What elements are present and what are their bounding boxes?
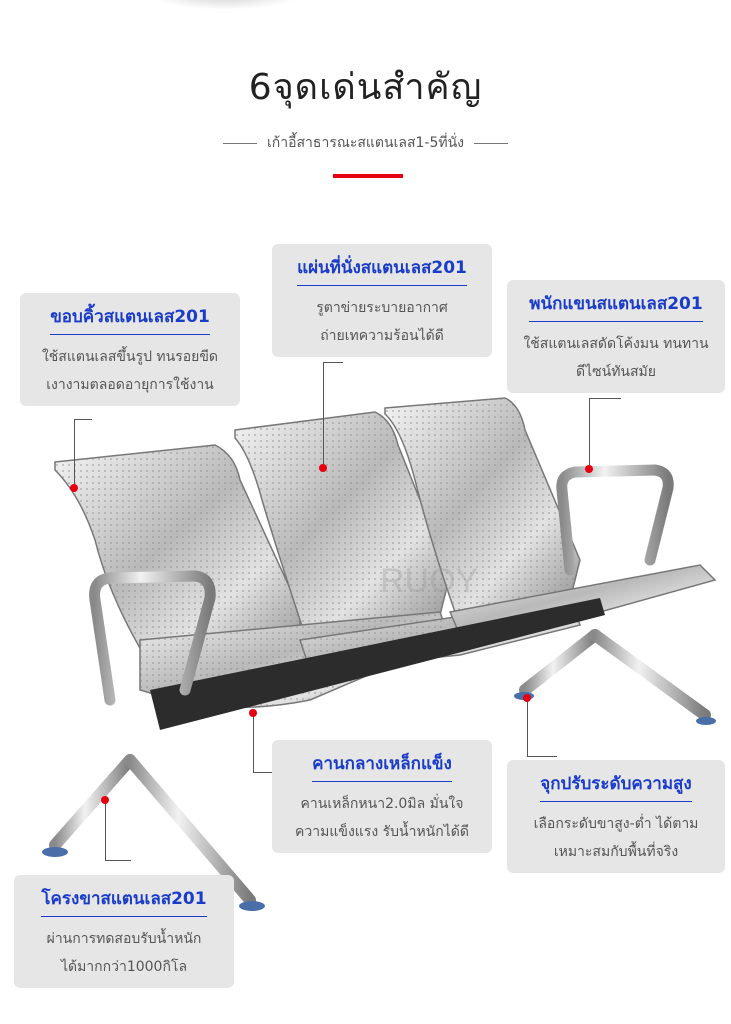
edge-connector-h: [74, 419, 92, 420]
page-title: 6จุดเด่นสำคัญ: [248, 67, 483, 108]
seat-connector-h: [323, 362, 343, 363]
frame-connector-h: [105, 860, 131, 861]
edge-connector-v: [74, 419, 75, 485]
frame-connector-v: [105, 800, 106, 860]
armrest-connector-h: [589, 398, 621, 399]
callout-armrest-line-1: ใช้สแตนเลสดัดโค้งมน ทนทาน: [523, 336, 709, 352]
callout-edge-line-1: ใช้สแตนเลสขึ้นรูป ทนรอยขีด: [41, 349, 219, 365]
callout-foot-line-1: เลือกระดับขาสูง-ต่ำ ได้ตาม: [533, 816, 699, 832]
armrest-dot: [585, 465, 593, 473]
frame-dot: [101, 796, 109, 804]
subtitle: เก้าอี้สาธารณะสแตนเลส1-5ที่นั่ง: [266, 135, 464, 151]
callout-armrest-heading: พนักแขนสแตนเลส201: [529, 290, 702, 322]
edge-dot: [70, 484, 78, 492]
armrest-connector-v: [589, 398, 590, 466]
callout-edge-line-2: เงางามตลอดอายุการใช้งาน: [46, 377, 214, 393]
callout-beam: [272, 740, 492, 853]
seat-connector-v: [323, 362, 324, 468]
callout-beam-line-1: คานเหล็กหนา2.0มิล มั่นใจ: [300, 796, 464, 812]
callout-foot: [507, 760, 725, 873]
callout-beam-line-2: ความแข็งแรง รับน้ำหนักได้ดี: [295, 824, 469, 840]
callout-seat: [272, 244, 492, 357]
callout-frame: [14, 875, 234, 988]
callout-armrest-line-2: ดีไซน์ทันสมัย: [576, 364, 656, 380]
beam-connector-v: [253, 713, 254, 772]
callout-frame-line-1: ผ่านการทดสอบรับน้ำหนัก: [46, 931, 202, 947]
beam-dot: [249, 709, 257, 717]
callout-seat-heading: แผ่นที่นั่งสแตนเลส201: [297, 254, 467, 286]
watermark: RUOY: [380, 562, 479, 600]
foot-dot: [523, 694, 531, 702]
foot-connector-v: [527, 698, 528, 756]
callout-edge-heading: ขอบคิ้วสแตนเลส201: [50, 303, 210, 335]
callout-armrest: [507, 280, 725, 393]
foot-connector-h: [527, 756, 557, 757]
callout-foot-line-2: เหมาะสมกับพื้นที่จริง: [553, 844, 679, 860]
seat-dot: [319, 464, 327, 472]
callout-beam-heading: คานกลางเหล็กแข็ง: [312, 750, 452, 782]
callout-seat-line-1: รูตาข่ายระบายอากาศ: [316, 300, 448, 316]
callout-edge: [20, 293, 240, 406]
callout-foot-heading: จุกปรับระดับความสูง: [540, 770, 691, 802]
callout-frame-line-2: ได้มากกว่า1000กิโล: [60, 959, 188, 975]
callout-seat-line-2: ถ่ายเทความร้อนได้ดี: [320, 328, 444, 344]
callout-frame-heading: โครงขาสแตนเลส201: [41, 885, 206, 917]
